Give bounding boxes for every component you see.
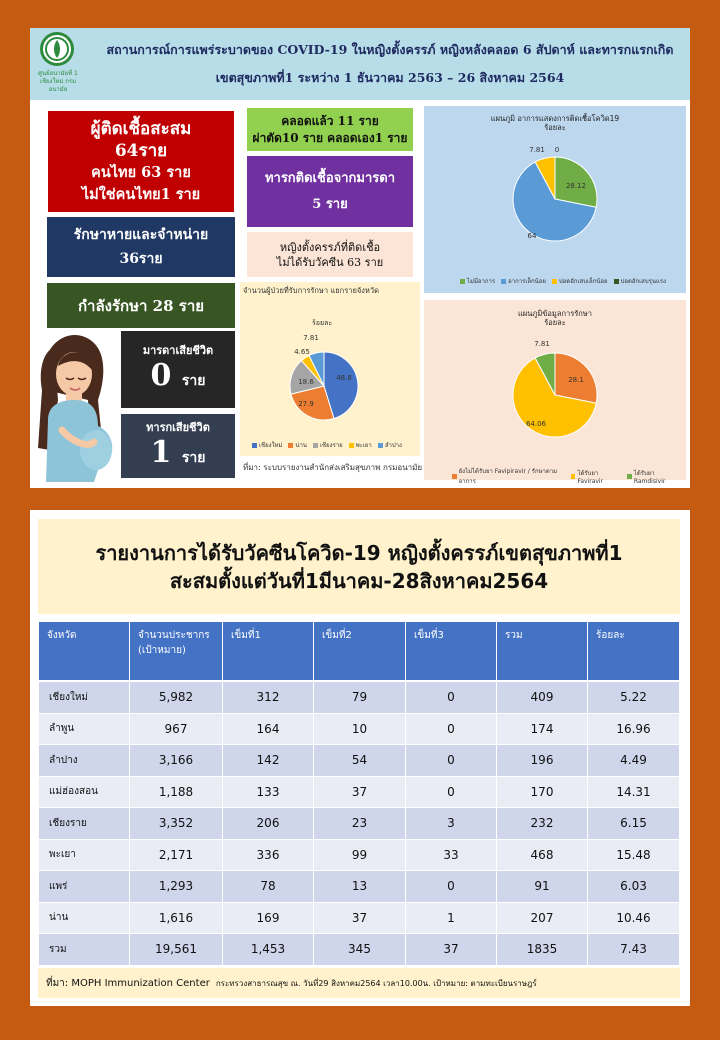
infant-death-unit: ราย (181, 449, 206, 466)
delivered-label: คลอดแล้ว 11 ราย (281, 113, 379, 128)
treatment-legend (452, 466, 684, 486)
infant-death-number: 1 (150, 434, 172, 470)
legend-label: อาการเล็กน้อย (508, 278, 546, 285)
data-label: 64 (527, 232, 537, 240)
value-cell: 142 (223, 745, 314, 777)
data-label: 7.81 (303, 334, 319, 342)
table-row (39, 714, 680, 746)
symptoms-pie-chart (424, 106, 686, 293)
value-cell: 19,561 (130, 934, 223, 966)
data-label: 28.12 (565, 182, 587, 190)
legend-label: พะเยา (355, 442, 372, 449)
value-cell: 967 (130, 714, 223, 746)
province-cell: ลำปาง (39, 745, 130, 777)
table-header-row (39, 622, 680, 682)
treatment-chart-title: แผนภูมิข้อมูลการรักษา (518, 309, 592, 318)
legend-swatch (252, 443, 257, 448)
infant-infected-count: 5 ราย (312, 196, 348, 212)
page-subtitle: เขตสุขภาพที่1 ระหว่าง 1 ธันวาคม 2563 – 26 สิงหาคม 2564 (215, 70, 565, 85)
legend-label: ปอดอักเสบรุนแรง (620, 278, 666, 285)
infant-death-card (121, 414, 235, 478)
value-cell: 37 (314, 777, 406, 809)
treatment-pie-chart (424, 300, 686, 480)
value-cell: 164 (223, 714, 314, 746)
value-cell: 6.15 (588, 808, 680, 840)
vaccination-table (39, 622, 680, 966)
symptoms-chart-title: แผนภูมิ อาการแสดงการติดเชื้อโควิด19 (490, 114, 620, 123)
legend-item (501, 276, 546, 286)
data-label: 28.1 (568, 376, 584, 384)
legend-label: ได้รับยา Faviravir (577, 469, 604, 485)
treating-card (47, 283, 235, 328)
province-cell: รวม (39, 934, 130, 966)
value-cell: 1,616 (130, 903, 223, 935)
value-cell: 1,293 (130, 871, 223, 903)
value-cell: 196 (497, 745, 588, 777)
cumulative-cases-card (47, 110, 235, 213)
value-cell: 174 (497, 714, 588, 746)
value-cell: 37 (406, 934, 497, 966)
treating-label: กำลังรักษา 28 ราย (77, 296, 205, 315)
report-source (38, 968, 680, 998)
symptoms-chart-subtitle: ร้อยละ (544, 123, 566, 132)
province-cell: แม่ฮ่องสอน (39, 777, 130, 809)
table-row (39, 903, 680, 935)
value-cell: 37 (314, 903, 406, 935)
logo-text: ศูนย์อนามัยที่ 1 เชียงใหม่ กรมอนามัย (38, 70, 78, 93)
value-cell: 91 (497, 871, 588, 903)
value-cell: 206 (223, 808, 314, 840)
column-header: ร้อยละ (588, 622, 680, 682)
value-cell: 14.31 (588, 777, 680, 809)
infant-death-label: ทารกเสียชีวิต (146, 420, 210, 434)
value-cell: 312 (223, 682, 314, 714)
value-cell: 1 (406, 903, 497, 935)
delivery-method: ผ่าตัด10 ราย คลอดเอง1 ราย (252, 130, 408, 145)
legend-swatch (552, 279, 557, 284)
legend-label: ปอดอักเสบเล็กน้อย (558, 278, 608, 285)
province-chart-title: จำนวนผู้ป่วยที่รับการรักษา แยกรายจังหวัด (243, 286, 379, 295)
table-row (39, 840, 680, 872)
legend-swatch (501, 279, 506, 284)
value-cell: 7.43 (588, 934, 680, 966)
data-label: 64.06 (525, 420, 547, 428)
value-cell: 409 (497, 682, 588, 714)
value-cell: 207 (497, 903, 588, 935)
source-main: ที่มา: MOPH Immunization Center (46, 977, 210, 989)
data-label: 27.9 (298, 400, 314, 408)
value-cell: 3,166 (130, 745, 223, 777)
legend-item (552, 276, 608, 286)
legend-swatch (313, 443, 318, 448)
table-row (39, 871, 680, 903)
recovered-label: รักษาหายและจำหน่าย (73, 227, 209, 243)
infant-infected-card (247, 156, 413, 227)
legend-swatch (349, 443, 354, 448)
value-cell: 345 (314, 934, 406, 966)
non-thai-count: ไม่ใช่คนไทย1 ราย (81, 185, 201, 203)
table-row (39, 808, 680, 840)
source-detail: กระทรวงสาธารณสุข ณ. วันที่29 สิงหาคม2564 เวลา10.00น. เป้าหมาย: ตามทะเบียนราษฎร์ (215, 978, 537, 988)
maternal-death-number: 0 (150, 358, 172, 393)
value-cell: 10.46 (588, 903, 680, 935)
legend-label: เชียงราย (320, 442, 343, 449)
value-cell: 169 (223, 903, 314, 935)
column-header: เข็มที่2 (314, 622, 406, 682)
value-cell: 15.48 (588, 840, 680, 872)
legend-item (460, 276, 495, 286)
value-cell: 468 (497, 840, 588, 872)
legend-item (288, 440, 307, 450)
value-cell: 0 (406, 682, 497, 714)
province-cell: เชียงใหม่ (39, 682, 130, 714)
thai-count: คนไทย 63 ราย (91, 163, 191, 181)
pregnant-woman-illustration (32, 330, 120, 482)
province-cell: น่าน (39, 903, 130, 935)
cumulative-label: ผู้ติดเชื้อสะสม (90, 118, 192, 139)
ministry-logo (40, 32, 74, 66)
legend-item (571, 466, 622, 486)
treatment-chart-subtitle: ร้อยละ (544, 318, 566, 327)
data-label: 7.81 (529, 146, 545, 154)
report-title: รายงานการได้รับวัคซีนโควิด-19 หญิงตั้งครรภ์เขตสุขภาพที่1 (95, 540, 623, 565)
value-cell: 13 (314, 871, 406, 903)
delivered-card (247, 108, 413, 151)
legend-label: ลำปาง (384, 442, 402, 449)
table-body (39, 682, 680, 966)
column-header: รวม (497, 622, 588, 682)
legend-item (614, 276, 666, 286)
source-note: ที่มา: ระบบรายงานสำนักส่งเสริมสุขภาพ กรมอนามัย (243, 463, 423, 472)
value-cell: 0 (406, 777, 497, 809)
province-chart-subtitle: ร้อยละ (312, 319, 333, 327)
data-label: 4.65 (294, 348, 310, 356)
legend-item (349, 440, 372, 450)
legend-swatch (627, 474, 632, 479)
legend-swatch (614, 279, 619, 284)
legend-swatch (571, 474, 576, 479)
legend-label: ได้รับยา Ramdisivir (633, 469, 666, 485)
value-cell: 54 (314, 745, 406, 777)
value-cell: 16.96 (588, 714, 680, 746)
value-cell: 5,982 (130, 682, 223, 714)
maternal-death-card (121, 331, 235, 408)
legend-swatch (460, 279, 465, 284)
province-cell: ลำพูน (39, 714, 130, 746)
symptoms-legend (460, 276, 680, 286)
table-row (39, 934, 680, 966)
column-header: เข็มที่1 (223, 622, 314, 682)
legend-label: ไม่มีอาการ (467, 278, 496, 285)
legend-label: เชียงใหม่ (259, 442, 283, 449)
unvaccinated-label: หญิงตั้งครรภ์ที่ติดเชื้อ (279, 240, 381, 254)
table-row (39, 745, 680, 777)
recovered-card (47, 217, 235, 277)
value-cell: 99 (314, 840, 406, 872)
legend-swatch (288, 443, 293, 448)
value-cell: 0 (406, 745, 497, 777)
legend-item (452, 466, 566, 486)
page-title: สถานการณ์การแพร่ระบาดของ COVID-19 ในหญิงตั้งครรภ์ หญิงหลังคลอด 6 สัปดาห์ และทารกแรกเกิด (106, 42, 674, 57)
value-cell: 170 (497, 777, 588, 809)
province-cell: แพร่ (39, 871, 130, 903)
value-cell: 6.03 (588, 871, 680, 903)
legend-label: ยังไม่ได้รับยา Favipiravir / รักษาตามอาการ (458, 468, 558, 485)
value-cell: 3 (406, 808, 497, 840)
value-cell: 3,352 (130, 808, 223, 840)
header-banner (30, 28, 690, 100)
legend-item (313, 440, 343, 450)
report-subtitle: สะสมตั้งแต่วันที่1มีนาคม-28สิงหาคม2564 (169, 568, 549, 593)
legend-swatch (452, 474, 457, 479)
province-legend (252, 440, 417, 450)
column-header: จำนวนประชากร (เป้าหมาย) (130, 622, 223, 682)
value-cell: 1,188 (130, 777, 223, 809)
table-row (39, 777, 680, 809)
cumulative-count: 64ราย (114, 140, 168, 161)
recovered-count: 36ราย (119, 251, 163, 267)
province-pie-chart (240, 282, 420, 456)
infant-infected-label: ทารกติดเชื้อจากมารดา (264, 170, 396, 186)
value-cell: 1835 (497, 934, 588, 966)
value-cell: 2,171 (130, 840, 223, 872)
value-cell: 4.49 (588, 745, 680, 777)
column-header: เข็มที่3 (406, 622, 497, 682)
table-row (39, 682, 680, 714)
value-cell: 78 (223, 871, 314, 903)
value-cell: 133 (223, 777, 314, 809)
value-cell: 5.22 (588, 682, 680, 714)
data-label: 0 (554, 146, 560, 154)
data-label: 48.8 (336, 374, 352, 382)
value-cell: 1,453 (223, 934, 314, 966)
value-cell: 23 (314, 808, 406, 840)
column-header: จังหวัด (39, 622, 130, 682)
value-cell: 33 (406, 840, 497, 872)
value-cell: 10 (314, 714, 406, 746)
report-title-box (38, 519, 680, 614)
legend-item (627, 466, 684, 486)
legend-item (378, 440, 402, 450)
value-cell: 0 (406, 871, 497, 903)
data-label: 7.81 (534, 340, 550, 348)
legend-label: น่าน (295, 442, 307, 449)
legend-item (252, 440, 282, 450)
province-cell: เชียงราย (39, 808, 130, 840)
maternal-death-unit: ราย (181, 373, 206, 389)
logo-emblem-icon (43, 35, 71, 63)
value-cell: 336 (223, 840, 314, 872)
province-cell: พะเยา (39, 840, 130, 872)
value-cell: 232 (497, 808, 588, 840)
maternal-death-label: มารดาเสียชีวิต (142, 344, 214, 357)
unvaccinated-card (247, 232, 413, 277)
legend-swatch (378, 443, 383, 448)
value-cell: 0 (406, 714, 497, 746)
data-label: 18.6 (298, 378, 314, 386)
unvaccinated-count: ไม่ได้รับวัคซีน 63 ราย (276, 255, 384, 269)
value-cell: 79 (314, 682, 406, 714)
